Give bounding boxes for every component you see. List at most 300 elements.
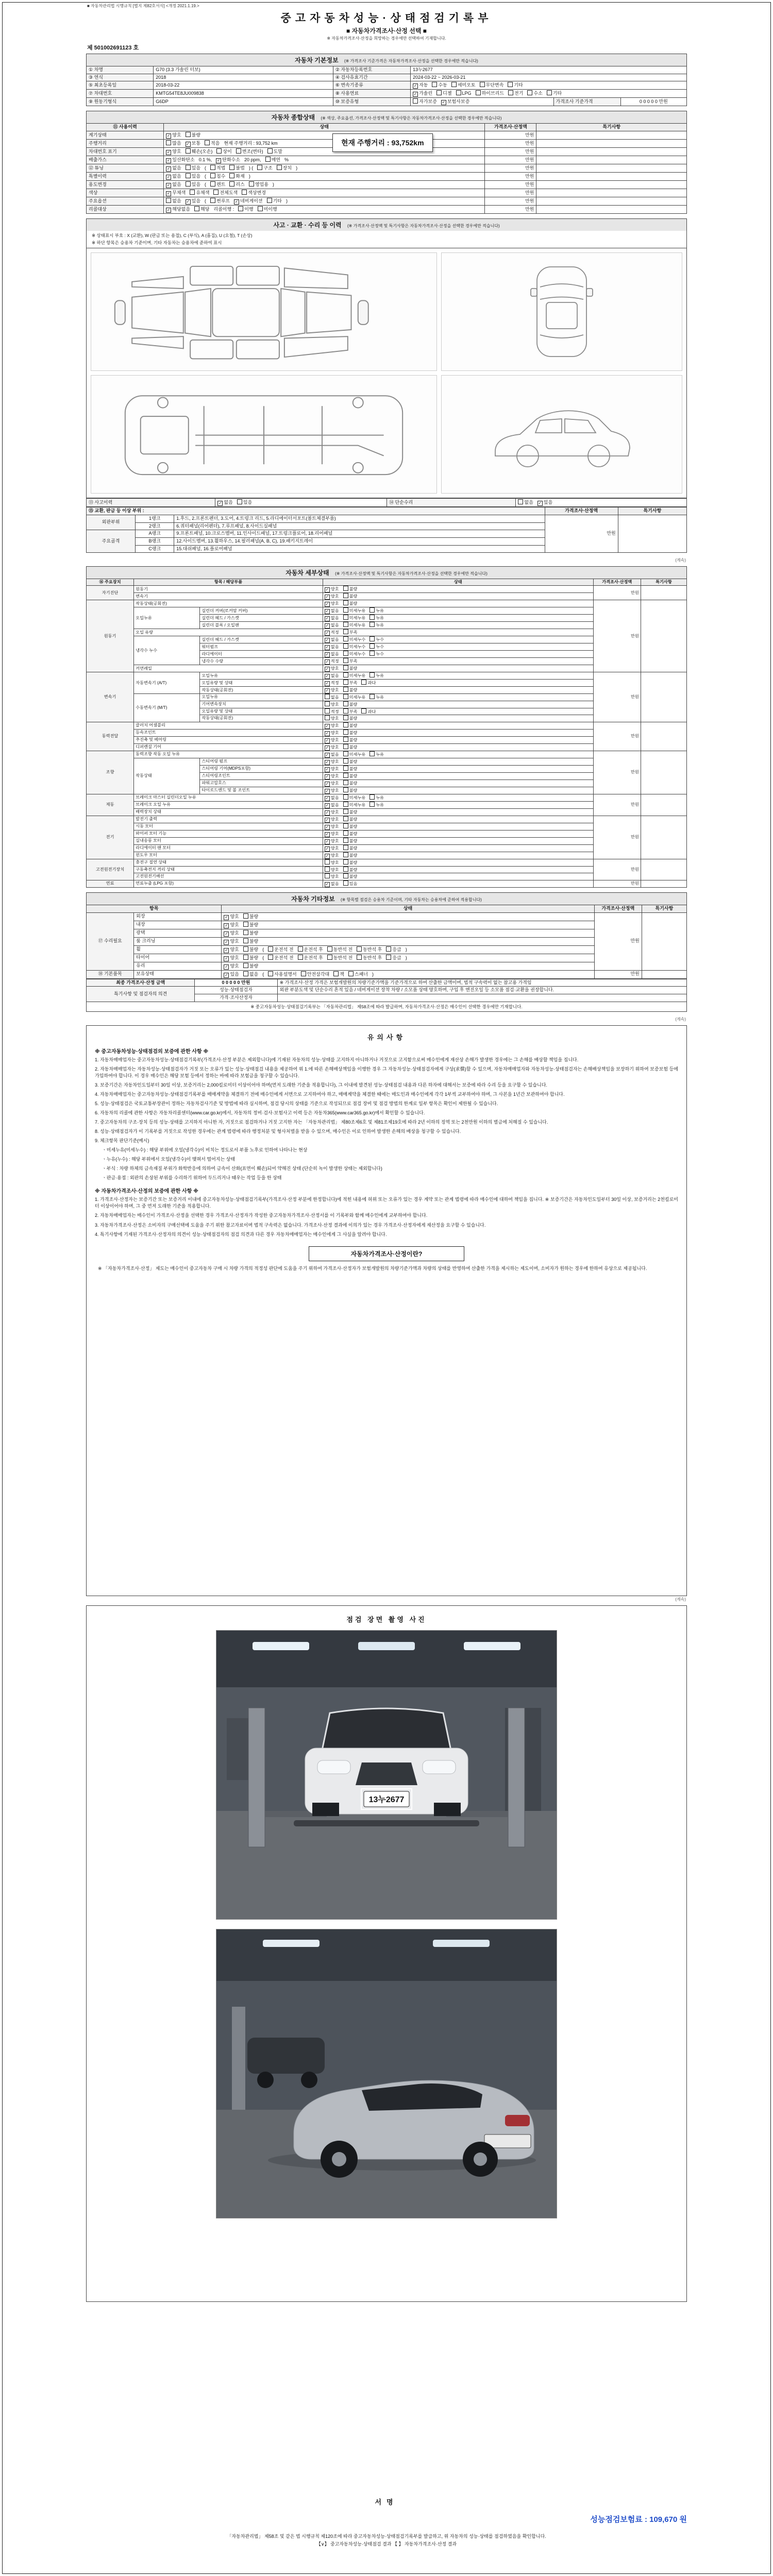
cell: 타이어 xyxy=(134,954,222,962)
checkbox-유채색[interactable]: 유채색 xyxy=(190,190,209,196)
checkbox-양호[interactable]: ✓ 양호 xyxy=(325,810,339,815)
checkbox-양호[interactable]: ✓ 양호 xyxy=(325,817,339,822)
cell xyxy=(641,722,686,751)
cell: 실린더 헤드 / 가스켓 xyxy=(200,615,323,622)
cell: ✓ 양호 불량 ( 운전석 전 운전석 후 동반석 전 동반석 후 응급 ) xyxy=(222,954,594,962)
checkbox-일산화탄소[interactable]: ✓ 일산화탄소 xyxy=(166,157,195,163)
cell xyxy=(536,156,687,164)
checkbox-양호[interactable]: ✓ 양호 xyxy=(325,824,339,829)
checkbox-불량[interactable]: 불량 xyxy=(343,852,358,859)
checkbox-부족[interactable]: 부족 xyxy=(343,629,358,636)
cell: 9.프론트패널, 10.크로스멤버, 11.인사이드패널, 17.트렁크플로어, 18.리어패널 xyxy=(174,530,545,538)
checkbox-양호[interactable]: ✓ 양호 xyxy=(225,938,239,944)
checkbox-불량[interactable]: 불량 xyxy=(343,665,358,672)
cell xyxy=(323,809,593,816)
cell: 작동상태(공회전) xyxy=(134,600,323,607)
cell: 많음 ✓ 보통 적음 현재 주행거리 : 93,752 km xyxy=(164,140,485,148)
checkbox-불량[interactable]: 불량 xyxy=(243,938,258,945)
checkbox-양호[interactable]: ✓ 양호 xyxy=(225,913,239,920)
checkbox-불량[interactable]: 불량 xyxy=(343,758,358,765)
checkbox-불량[interactable]: 불량 xyxy=(343,730,358,736)
checkbox-LPG[interactable]: LPG xyxy=(456,90,472,97)
checkbox-있음[interactable]: ✓ 있음 xyxy=(186,198,201,205)
checkbox-있음[interactable]: 있음 xyxy=(186,165,200,172)
notice-item: ㆍ누유(누수) : 해당 부위에서 오일(냉각수)이 맺혀서 떨어지는 상태 xyxy=(102,1157,236,1162)
cell: ⑧ 사용연료 xyxy=(333,90,410,98)
checkbox-상이[interactable]: 상이 xyxy=(216,148,231,155)
cell: 만원 xyxy=(485,206,536,214)
checkbox-미세누유[interactable]: 미세누유 xyxy=(343,622,366,629)
checkbox-미세누유[interactable]: 미세누유 xyxy=(343,694,366,701)
checkbox-없음[interactable]: ✓ 없음 xyxy=(325,795,339,801)
panel-rank-table xyxy=(86,507,687,553)
checkbox-매연[interactable]: 매연 xyxy=(265,157,280,163)
section-signature xyxy=(86,2497,687,2549)
cell: 연료누출 (LPG 포함) xyxy=(134,880,323,887)
checkbox-자동[interactable]: ✓ 자동 xyxy=(413,82,428,89)
checkbox-기타[interactable]: 기타 xyxy=(508,82,523,89)
cell: 스티어링 기어(MDPS포함) xyxy=(200,766,323,773)
checkbox-없음[interactable]: ✓ 없음 xyxy=(325,752,339,757)
checkbox-불량[interactable]: 불량 xyxy=(343,586,358,592)
checkbox-응급[interactable]: 응급 xyxy=(386,955,401,961)
cell: 주행거리 xyxy=(87,140,164,148)
checkbox-적정[interactable]: ✓ 적정 xyxy=(325,681,339,686)
checkbox-불량[interactable]: 불량 xyxy=(343,766,358,772)
checkbox-불량[interactable]: 불량 xyxy=(343,687,358,693)
cell xyxy=(164,189,485,197)
checkbox-렌트[interactable]: 렌트 xyxy=(210,181,225,188)
checkbox-리스[interactable]: 리스 xyxy=(229,181,244,188)
checkbox-부족[interactable]: 부족 xyxy=(343,708,358,715)
checkbox-불량[interactable]: 불량 xyxy=(343,701,358,708)
checkbox-양호[interactable]: ✓ 양호 xyxy=(325,745,339,750)
checkbox-불량[interactable]: 불량 xyxy=(343,722,358,729)
checkbox-불량[interactable]: 불량 xyxy=(343,773,358,779)
car-diagram-unfolded xyxy=(91,252,437,371)
detail-state-table xyxy=(86,579,687,888)
cell: ⑱ 기본품목 xyxy=(87,970,134,978)
cell: 타이로드엔드 및 볼 조인트 xyxy=(200,787,323,794)
checkbox-없음[interactable]: ✓ 없음 xyxy=(166,174,181,180)
checkbox-해당[interactable]: 해당 xyxy=(194,206,209,213)
checkbox-미세누유[interactable]: 미세누유 xyxy=(343,607,366,614)
cell: ⑯ 주요장치 xyxy=(87,579,134,586)
checkbox-수소[interactable]: 수소 xyxy=(527,90,542,97)
checkbox-불량[interactable]: 불량 xyxy=(343,593,358,600)
checkbox-양호[interactable]: 양호 xyxy=(325,867,339,873)
checkbox-동반석 후[interactable]: 동반석 후 xyxy=(357,955,382,961)
checkbox-불량[interactable]: 불량 xyxy=(343,744,358,751)
cell: 특기사항 xyxy=(536,124,687,131)
document-number: 제 501002691123 호 xyxy=(87,45,139,51)
cell: 만원 xyxy=(485,197,536,206)
checkbox-없음[interactable]: ✓ 없음 xyxy=(325,637,339,643)
cell xyxy=(323,880,593,887)
checkbox-있음[interactable]: ✓ 있음 xyxy=(225,971,239,977)
checkbox-있음[interactable]: 있음 xyxy=(186,173,200,180)
checkbox-양호[interactable]: ✓ 양호 xyxy=(325,788,339,793)
cell: 최종 가격조사·산정 금액 xyxy=(87,979,195,987)
checkbox-영업용[interactable]: 영업용 xyxy=(249,181,268,188)
cell xyxy=(323,593,593,600)
checkbox-불량[interactable]: 불량 xyxy=(343,715,358,722)
fee-value: 109,670 원 xyxy=(649,2515,687,2524)
checkbox-불량[interactable]: 불량 xyxy=(343,809,358,816)
checkbox-도말[interactable]: 도말 xyxy=(267,148,282,155)
checkbox-양호[interactable]: ✓ 양호 xyxy=(325,723,339,728)
fee-label: 성능점검보험료 : xyxy=(590,2515,647,2524)
notice-item: 3. 자동차가격조사·산정은 소비자의 구매선택에 도움을 주기 위한 참고자료이며 법적 구속력은 없습니다. 가격조사·산정 결과에 이의가 있는 경우 가격조사·산정자에게 재산정을 요구할 수 있습니다. xyxy=(95,1222,486,1228)
checkbox-양호[interactable]: ✓ 양호 xyxy=(325,759,339,765)
checkbox-훼손(오손)[interactable]: 훼손(오손) xyxy=(186,148,213,155)
cell: 만원 xyxy=(485,164,536,173)
cell: 만원 xyxy=(593,751,641,794)
checkbox-불법[interactable]: 불법 xyxy=(229,165,244,172)
checkbox-네비게이션[interactable]: ✓ 네비게이션 xyxy=(234,198,263,205)
checkbox-없음[interactable]: ✓ 없음 xyxy=(166,182,181,188)
cell: 광택 xyxy=(134,929,222,937)
checkbox-양호[interactable]: ✓ 양호 xyxy=(325,781,339,786)
cell: 특별이력 xyxy=(87,173,164,181)
checkbox-없음[interactable]: ✓ 없음 xyxy=(166,165,181,172)
checkbox-양호[interactable]: ✓ 양호 xyxy=(166,132,181,139)
cell: 만원 xyxy=(593,672,641,722)
checkbox-무채색[interactable]: ✓ 무채색 xyxy=(166,190,186,196)
cell: KMTG54TE8JU009838 xyxy=(154,90,333,98)
checkbox-없음[interactable]: 없음 xyxy=(243,971,258,978)
confirmation-lines xyxy=(86,2533,687,2549)
checkbox-자가보증[interactable]: 자가보증 xyxy=(413,98,437,105)
checkbox-양호[interactable]: 양호 xyxy=(325,859,339,866)
checkbox-미세누유[interactable]: 미세누유 xyxy=(343,751,366,758)
cell: 브레이크 오일 누유 xyxy=(134,802,323,809)
checkbox-적정[interactable]: ✓ 적정 xyxy=(325,659,339,665)
checkbox-불량[interactable]: 불량 xyxy=(343,600,358,607)
page-title: 중고자동차성능·상태점검기록부 xyxy=(280,12,493,24)
checkbox-있음[interactable]: 있음 xyxy=(343,880,358,887)
checkbox-불량[interactable]: 불량 xyxy=(243,963,258,970)
checkbox-없음[interactable]: 없음 xyxy=(518,499,533,506)
checkbox-부족[interactable]: 부족 xyxy=(343,680,358,686)
checkbox-양호[interactable]: ✓ 양호 xyxy=(166,149,181,155)
checkbox-양호[interactable]: ✓ 양호 xyxy=(325,774,339,779)
cell: 만원 xyxy=(593,722,641,751)
cell xyxy=(323,787,593,794)
checkbox-스패너[interactable]: 스패너 xyxy=(348,971,368,978)
cell: 1.후드, 2.프론트펜더, 3.도어, 4.트렁크 리드, 5.라디에이터서포트(볼트체결부품) xyxy=(174,515,545,522)
checkbox-해당없음[interactable]: ✓ 해당없음 xyxy=(166,207,191,213)
cell xyxy=(642,970,686,978)
cell: 만원 xyxy=(485,173,536,181)
notice-item: 9. 체크항목 판단기준(예시) xyxy=(95,1138,149,1144)
cell: 보유상태 xyxy=(134,970,222,978)
checkbox-미세누유[interactable]: 미세누유 xyxy=(343,615,366,621)
checkbox-보통[interactable]: ✓ 보통 xyxy=(186,141,201,147)
cell xyxy=(323,687,593,694)
checkbox-불량[interactable]: 불량 xyxy=(243,922,258,928)
checkbox-불량[interactable]: 불량 xyxy=(343,816,358,823)
price-survey-definition-title: 자동차가격조사·산정이란? xyxy=(309,1246,464,1261)
cell: ⑥ 변속기종류 xyxy=(333,81,410,90)
checkbox-불량[interactable]: 불량 xyxy=(243,955,258,961)
cell: A랭크 xyxy=(136,530,174,538)
cell xyxy=(323,873,593,880)
checkbox-적정[interactable]: ✓ 적정 xyxy=(325,630,339,636)
checkbox-보험사보증[interactable]: ✓ 보험사보증 xyxy=(442,99,470,105)
checkbox-불량[interactable]: 불량 xyxy=(343,873,358,880)
checkbox-양호[interactable]: ✓ 양호 xyxy=(325,731,339,736)
checkbox-없음[interactable]: ✓ 없음 xyxy=(325,881,339,887)
cell: 가격조사 기준가격 xyxy=(553,98,620,106)
checkbox-과다[interactable]: 과다 xyxy=(361,708,376,715)
checkbox-없음[interactable]: ✓ 없음 xyxy=(219,500,233,506)
checkbox-없음[interactable]: ✓ 없음 xyxy=(325,608,339,614)
checkbox-미세누수[interactable]: 미세누수 xyxy=(343,643,366,650)
checkbox-불량[interactable]: 불량 xyxy=(343,838,358,844)
checkbox-불량[interactable]: 불량 xyxy=(343,867,358,873)
checkbox-운전석 전[interactable]: 운전석 전 xyxy=(268,946,293,953)
checkbox-미세누수[interactable]: 미세누수 xyxy=(343,651,366,657)
checkbox-미세누유[interactable]: 미세누유 xyxy=(343,802,366,808)
checkbox-변조(변타)[interactable]: 변조(변타) xyxy=(236,148,263,155)
cell xyxy=(516,499,687,507)
cell: 실린더 헤드 / 가스켓 xyxy=(200,636,323,643)
notice-item: 8. 성능·상태점검자가 이 기록부를 거짓으로 작성한 경우에는 관계 법령에 따라 행정처분 및 형사처벌을 받을 수 있으며, 매수인은 이로 인하여 발생한 손해의 배상을 청구할 수 있습니다. xyxy=(95,1129,461,1134)
checkbox-누유[interactable]: 누유 xyxy=(369,694,384,701)
checkbox-누유[interactable]: 누유 xyxy=(369,794,384,801)
checkbox-불량[interactable]: 불량 xyxy=(186,132,200,139)
cell: 만원 xyxy=(593,859,641,880)
checkbox-하이브리드[interactable]: 하이브리드 xyxy=(476,90,504,97)
checkbox-운전석 후[interactable]: 운전석 후 xyxy=(298,946,323,953)
checkbox-양호[interactable]: ✓ 양호 xyxy=(325,832,339,837)
checkbox-썬루프[interactable]: 썬루프 xyxy=(210,198,230,205)
mileage-callout: 현재 주행거리 : 93,752km xyxy=(332,133,433,152)
cell: 특기사항 xyxy=(641,579,686,586)
cell: 만원 xyxy=(593,880,641,887)
checkbox-안전삼각대[interactable]: 안전삼각대 xyxy=(301,971,329,978)
cell: 만원 xyxy=(485,140,536,148)
cell xyxy=(323,600,593,607)
checkbox-양호[interactable]: ✓ 양호 xyxy=(325,601,339,607)
cell: 항목 xyxy=(87,905,222,912)
checkbox-불량[interactable]: 불량 xyxy=(243,913,258,920)
checkbox-기타[interactable]: 기타 xyxy=(547,90,562,97)
checkbox-있음[interactable]: ✓ 있음 xyxy=(538,500,553,506)
final-price-table xyxy=(86,979,687,1002)
checkbox-없음[interactable]: ✓ 없음 xyxy=(325,652,339,657)
checkbox-양호[interactable]: 양호 xyxy=(325,873,339,880)
checkbox-누수[interactable]: 누수 xyxy=(369,651,384,657)
page-subtitle: ■ 자동차가격조사·산정 선택 ■ xyxy=(346,27,427,35)
checkbox-침수[interactable]: 침수 xyxy=(210,173,225,180)
cell xyxy=(641,880,686,887)
checkbox-적법[interactable]: 적법 xyxy=(210,165,225,172)
checkbox-양호[interactable]: ✓ 양호 xyxy=(225,946,239,953)
checkbox-양호[interactable]: ✓ 양호 xyxy=(325,587,339,592)
checkbox-적음[interactable]: 적음 xyxy=(205,140,220,147)
checkbox-양호[interactable]: ✓ 양호 xyxy=(325,738,339,743)
checkbox-양호[interactable]: ✓ 양호 xyxy=(225,930,239,936)
checkbox-화재[interactable]: 화재 xyxy=(229,173,244,180)
basic-info-table xyxy=(86,66,687,106)
cell: ⑰ 수리필요 xyxy=(87,912,134,970)
checkbox-부족[interactable]: 부족 xyxy=(343,658,358,665)
checkbox-누유[interactable]: 누유 xyxy=(369,622,384,629)
cell: 주요골격 xyxy=(87,530,136,553)
cell: ✓ 없음 있음 ( 렌트 리스 영업용 ) xyxy=(164,181,485,189)
checkbox-무단변속[interactable]: 무단변속 xyxy=(480,82,504,89)
checkbox-양호[interactable]: ✓ 양호 xyxy=(225,922,239,928)
cell: 시동 모터 xyxy=(134,823,323,831)
cell xyxy=(641,600,686,672)
checkbox-양호[interactable]: ✓ 양호 xyxy=(325,853,339,858)
continue-mark: (계속) xyxy=(675,558,686,563)
section-overall-title: 자동차 종합상태 (※ 색상, 주요옵션, 가격조사·산정액 및 특기사항은 자동차가격조사·산정을 선택한 경우에만 적습니다) xyxy=(86,111,687,123)
checkbox-누수[interactable]: 누수 xyxy=(369,636,384,643)
cell xyxy=(323,708,593,715)
checkbox-불량[interactable]: 불량 xyxy=(343,831,358,837)
cell xyxy=(222,921,594,929)
cell: 만원 xyxy=(485,181,536,189)
checkbox-많음[interactable]: 많음 xyxy=(166,140,181,147)
checkbox-양호[interactable]: ✓ 양호 xyxy=(325,846,339,851)
cell xyxy=(323,802,593,809)
checkbox-누유[interactable]: 누유 xyxy=(369,802,384,808)
cell xyxy=(323,866,593,873)
checkbox-불량[interactable]: 불량 xyxy=(343,823,358,830)
checkbox-없음[interactable]: ✓ 없음 xyxy=(325,623,339,629)
checkbox-누유[interactable]: 누유 xyxy=(369,672,384,679)
notice-item: 4. 자동차매매업자는 중고자동차성능·상태점검기록부를 매매계약을 체결하기 전에 매수인에게 서면으로 고지하여야 하고, 매매계약을 체결한 때에는 매도인과 매수인에게 각각 1부씩 교부하여야 하며, 그 사본을 1년간 보관하여야 합니다. xyxy=(95,1091,565,1097)
checkbox-동반석 전[interactable]: 동반석 전 xyxy=(327,946,352,953)
inspection-photo-rear xyxy=(216,1929,557,2218)
checkbox-전체도색[interactable]: 전체도색 xyxy=(213,190,238,196)
checkbox-미세누유[interactable]: 미세누유 xyxy=(343,794,366,801)
checkbox-응급[interactable]: 응급 xyxy=(386,946,401,953)
section-accident-history xyxy=(86,218,687,553)
cell: 동력전달 xyxy=(87,722,134,751)
cell: ✓ 양호 불량 ( 운전석 전 운전석 후 동반석 전 동반석 후 응급 ) xyxy=(222,945,594,954)
checkbox-양호[interactable]: ✓ 양호 xyxy=(325,666,339,672)
checkbox-없음[interactable]: ✓ 없음 xyxy=(325,803,339,808)
checkbox-양호[interactable]: ✓ 양호 xyxy=(325,839,339,844)
checkbox-양호[interactable]: 양호 xyxy=(325,715,339,722)
checkbox-양호[interactable]: ✓ 양호 xyxy=(325,594,339,600)
checkbox-전기[interactable]: 전기 xyxy=(508,90,523,97)
checkbox-동반석 전[interactable]: 동반석 전 xyxy=(327,955,352,961)
checkbox-기타[interactable]: 기타 xyxy=(267,198,282,205)
cell: 2018-03-22 xyxy=(154,81,333,90)
signature-label: 서명 xyxy=(375,2498,398,2506)
cell: 커먼레일 xyxy=(134,665,323,672)
checkbox-운전석 후[interactable]: 운전석 후 xyxy=(298,955,323,961)
checkbox-있음[interactable]: 있음 xyxy=(237,499,252,506)
cell: C랭크 xyxy=(136,545,174,553)
checkbox-없음[interactable]: 없음 xyxy=(166,198,181,205)
checkbox-양호[interactable]: ✓ 양호 xyxy=(325,767,339,772)
checkbox-불량[interactable]: 불량 xyxy=(343,845,358,852)
checkbox-없음[interactable]: 없음 xyxy=(325,694,339,701)
checkbox-구조[interactable]: 구조 xyxy=(257,165,272,172)
checkbox-누유[interactable]: 누유 xyxy=(369,751,384,758)
checkbox-없음[interactable]: ✓ 없음 xyxy=(325,673,339,679)
checkbox-동반석 후[interactable]: 동반석 후 xyxy=(357,946,382,953)
notice-item: 5. 성능·상태점검은 국토교통부장관이 정하는 자동차검사기준 및 방법에 따라 실시하며, 점검 당시의 상태를 기준으로 작성되므로 점검 장비 및 점검 방법의 한계로 일부 항목은 확인이 제한될 수 있습니다. xyxy=(95,1100,498,1106)
cell xyxy=(323,701,593,708)
cell: 내장 xyxy=(134,921,222,929)
page-subnote: ※ 자동차가격조사·산정을 희망하는 경우에만 선택하여 기재합니다. xyxy=(327,36,446,41)
checkbox-불량[interactable]: 불량 xyxy=(343,780,358,787)
checkbox-있음[interactable]: 있음 xyxy=(186,181,200,188)
notices-s1-title: ※ 중고자동차성능·상태점검의 보증에 관한 사항 ※ xyxy=(95,1048,209,1055)
checkbox-색상변경[interactable]: 색상변경 xyxy=(242,190,266,196)
checkbox-이행[interactable]: 이행 xyxy=(238,206,253,213)
cell xyxy=(222,912,594,921)
checkbox-수동[interactable]: 수동 xyxy=(432,82,447,89)
checkbox-불량[interactable]: 불량 xyxy=(343,787,358,794)
checkbox-미이행[interactable]: 미이행 xyxy=(258,206,277,213)
checkbox-없음[interactable]: ✓ 없음 xyxy=(325,645,339,650)
notice-item: ㆍ미세누유(미세누수) : 해당 부위에 오일(냉각수)이 비치는 정도로서 부품 노후로 인하여 나타나는 현상 xyxy=(102,1147,308,1153)
cell: 발전기 출력 xyxy=(134,816,323,823)
checkbox-양호[interactable]: ✓ 양호 xyxy=(225,955,239,961)
cell: 주요옵션 xyxy=(87,197,164,206)
checkbox-불량[interactable]: 불량 xyxy=(243,930,258,937)
cell: ⑮ 교환, 판금 등 이상 부위 : xyxy=(87,507,545,515)
checkbox-미세누유[interactable]: 미세누유 xyxy=(343,672,366,679)
checkbox-없음[interactable]: ✓ 없음 xyxy=(325,616,339,621)
checkbox-사용설명서[interactable]: 사용설명서 xyxy=(268,971,296,978)
cell: 특기사항 xyxy=(618,507,686,515)
checkbox-누유[interactable]: 누유 xyxy=(369,607,384,614)
checkbox-양호[interactable]: 양호 xyxy=(325,701,339,708)
section-etc-note: (※ 항목별 점검은 승용차 기준이며, 기타 자동차는 승용차에 준하여 적용합니다) xyxy=(341,897,482,902)
section-overall-note: (※ 색상, 주요옵션, 가격조사·산정액 및 특기사항은 자동차가격조사·산정을 선택한 경우에만 적습니다) xyxy=(321,116,502,121)
cell: 가격조사·산정액 xyxy=(593,579,641,586)
checkbox-잭[interactable]: 잭 xyxy=(333,971,344,978)
cell xyxy=(536,197,687,206)
checkbox-불량[interactable]: 불량 xyxy=(343,859,358,866)
cell xyxy=(323,615,593,622)
checkbox-누유[interactable]: 누유 xyxy=(369,615,384,621)
checkbox-누수[interactable]: 누수 xyxy=(369,643,384,650)
section-basic-info xyxy=(86,54,687,106)
checkbox-불량[interactable]: 불량 xyxy=(343,737,358,743)
cell: 상태 xyxy=(164,124,485,131)
cell: 라디에이터 xyxy=(200,651,323,658)
checkbox-운전석 전[interactable]: 운전석 전 xyxy=(268,955,293,961)
cell: 리콜대상 xyxy=(87,206,164,214)
checkbox-적정[interactable]: 적정 xyxy=(325,708,339,715)
checkbox-불량[interactable]: 불량 xyxy=(243,946,258,953)
checkbox-양호[interactable]: ✓ 양호 xyxy=(325,688,339,693)
checkbox-디젤[interactable]: 디젤 xyxy=(436,90,451,97)
cell: 실린더 커버(로커암 커버) xyxy=(200,607,323,615)
cell: 라디에이터 팬 모터 xyxy=(134,845,323,852)
checkbox-세미오토[interactable]: 세미오토 xyxy=(451,82,476,89)
checkbox-장치[interactable]: 장치 xyxy=(277,165,292,172)
checkbox-탄화수소[interactable]: ✓ 탄화수소 xyxy=(216,157,241,163)
checkbox-양호[interactable]: ✓ 양호 xyxy=(225,963,239,969)
cell: 작동상태(공회전) xyxy=(200,715,323,722)
cell: 유리 xyxy=(134,962,222,970)
checkbox-과다[interactable]: 과다 xyxy=(361,680,376,686)
checkbox-가솔린[interactable]: ✓ 가솔린 xyxy=(413,91,433,97)
cell xyxy=(323,845,593,852)
checkbox-미세누수[interactable]: 미세누수 xyxy=(343,636,366,643)
